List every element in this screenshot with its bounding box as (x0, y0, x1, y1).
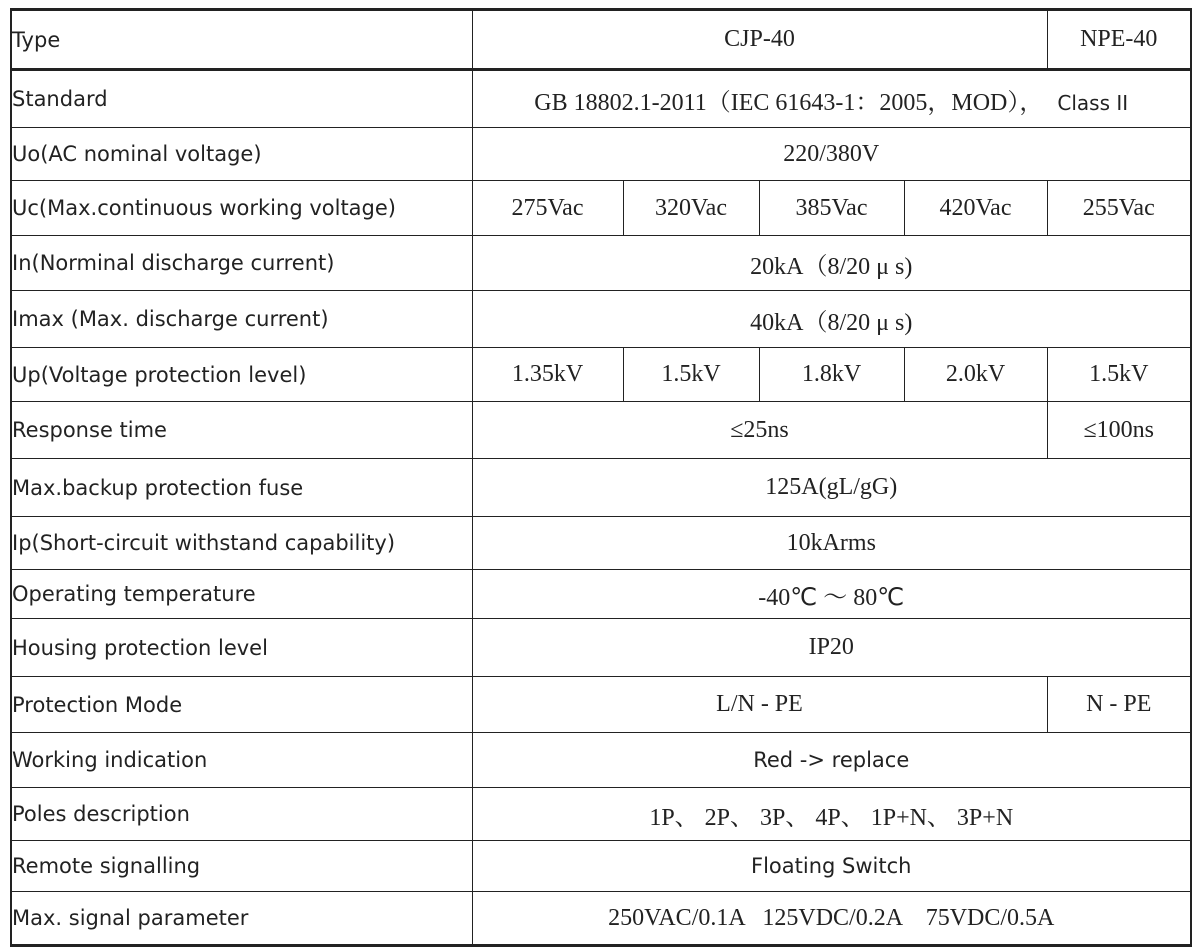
standard-value (472, 70, 1191, 128)
row-indication (11, 733, 1191, 788)
fuse-value: 125A(gL/gG) (472, 459, 1191, 517)
temp-label: Operating temperature (11, 570, 472, 619)
up-value: 1.5kV (623, 348, 759, 402)
remote-label: Remote signalling (11, 841, 472, 892)
response-label: Response time (11, 402, 472, 459)
mode-label: Protection Mode (11, 677, 472, 733)
uc-value: 255Vac (1047, 181, 1191, 236)
signal-value: 250VAC/0.1A 125VDC/0.2A 75VDC/0.5A (472, 892, 1191, 946)
row-in (11, 236, 1191, 291)
row-ip (11, 517, 1191, 570)
up-value: 1.35kV (472, 348, 623, 402)
row-up (11, 348, 1191, 402)
row-standard (11, 70, 1191, 128)
uo-label: Uo(AC nominal voltage) (11, 128, 472, 181)
ip-label: Ip(Short-circuit withstand capability) (11, 517, 472, 570)
row-signal (11, 892, 1191, 946)
spec-table (10, 8, 1192, 947)
row-uo (11, 128, 1191, 181)
mode-value-cjp: L/N - PE (472, 677, 1047, 733)
row-mode (11, 677, 1191, 733)
up-value: 2.0kV (904, 348, 1047, 402)
poles-label: Poles description (11, 788, 472, 841)
mode-value-npe: N - PE (1047, 677, 1191, 733)
uc-label: Uc(Max.continuous working voltage) (11, 181, 472, 236)
uc-value: 385Vac (759, 181, 904, 236)
uc-value: 275Vac (472, 181, 623, 236)
imax-label: Imax (Max. discharge current) (11, 291, 472, 348)
up-value: 1.5kV (1047, 348, 1191, 402)
header-row (11, 10, 1191, 70)
row-temp (11, 570, 1191, 619)
row-fuse (11, 459, 1191, 517)
indication-label: Working indication (11, 733, 472, 788)
housing-label: Housing protection level (11, 619, 472, 677)
poles-value: 1P、 2P、 3P、 4P、 1P+N、 3P+N (472, 788, 1191, 841)
row-remote (11, 841, 1191, 892)
type-label: Type (11, 10, 472, 70)
uo-value: 220/380V (472, 128, 1191, 181)
up-value: 1.8kV (759, 348, 904, 402)
row-housing (11, 619, 1191, 677)
up-label: Up(Voltage protection level) (11, 348, 472, 402)
standard-label: Standard (11, 70, 472, 128)
standard-text: GB 18802.1-2011（IEC 61643-1：2005，MOD）， (534, 89, 1044, 116)
temp-value: -40℃ ～ 80℃ (472, 570, 1191, 619)
response-value-cjp: ≤25ns (472, 402, 1047, 459)
housing-value: IP20 (472, 619, 1191, 677)
indication-value: Red -> replace (472, 733, 1191, 788)
uc-value: 420Vac (904, 181, 1047, 236)
signal-label: Max. signal parameter (11, 892, 472, 946)
remote-value: Floating Switch (472, 841, 1191, 892)
response-value-npe: ≤100ns (1047, 402, 1191, 459)
model-cjp-40: CJP-40 (472, 10, 1047, 70)
row-poles (11, 788, 1191, 841)
imax-value: 40kA（8/20 μ s) (472, 291, 1191, 348)
row-response (11, 402, 1191, 459)
model-npe-40: NPE-40 (1047, 10, 1191, 70)
row-uc (11, 181, 1191, 236)
uc-value: 320Vac (623, 181, 759, 236)
ip-value: 10kArms (472, 517, 1191, 570)
in-value: 20kA（8/20 μ s) (472, 236, 1191, 291)
row-imax (11, 291, 1191, 348)
standard-class: Class II (1057, 90, 1129, 115)
fuse-label: Max.backup protection fuse (11, 459, 472, 517)
in-label: In(Norminal discharge current) (11, 236, 472, 291)
